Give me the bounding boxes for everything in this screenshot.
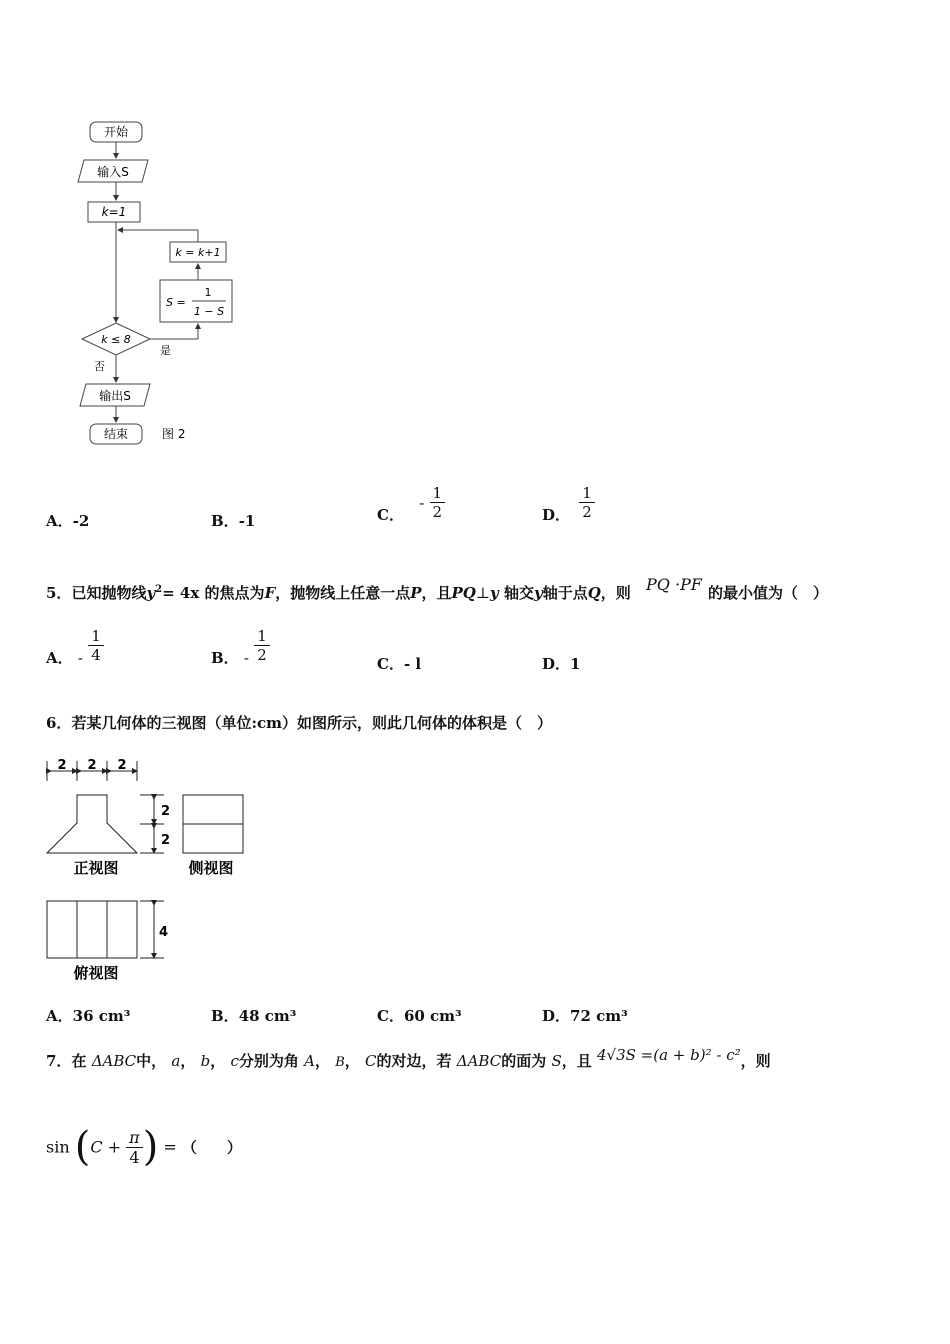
three-view-figure — [40, 755, 260, 987]
assign-lhs: S = — [166, 296, 186, 309]
fraction: $\frac{1}{2}$ — [430, 484, 446, 521]
output-label: 输出S — [99, 389, 131, 403]
flowchart — [70, 112, 250, 457]
dim-w3: 2 — [117, 758, 127, 773]
q5-stem: 5．已知抛物线$y^2= 4x$ 的焦点为F，抛物线上任意一点P，且PQ⊥y 轴交y轴于点Q，则 PQ ·PF 的最小值为（ ） — [46, 575, 828, 602]
assign-num: 1 — [204, 286, 212, 299]
q5-option-b[interactable]: B． - $\frac{1}{2}$ — [211, 627, 270, 664]
assign-den: 1 − S — [193, 305, 225, 318]
top-view-label: 俯视图 — [73, 964, 119, 982]
fraction: $\frac{1}{2}$ — [254, 627, 270, 664]
q6-option-c[interactable]: C．60 cm³ — [377, 1007, 462, 1025]
fraction: $\frac{\pi}{4}$ — [126, 1128, 143, 1167]
vector-expression: PQ ·PF — [646, 575, 702, 594]
dim-w1: 2 — [57, 758, 67, 773]
q5-option-c[interactable]: C．- l — [377, 655, 422, 673]
q6-option-b[interactable]: B．48 cm³ — [211, 1007, 297, 1025]
front-view — [47, 795, 137, 853]
front-view-label: 正视图 — [73, 859, 119, 877]
q7-stem: 7．在 ΔABC中， a， b， c分别为角 A， B， C的对边，若 ΔABC的面为 S，且 4√3S =(a + b)² - c²，则 — [46, 1046, 771, 1070]
fraction: $\frac{1}{4}$ — [88, 627, 104, 664]
q6-stem: 6．若某几何体的三视图（单位:cm）如图所示，则此几何体的体积是（ ） — [46, 714, 552, 732]
q6-option-a[interactable]: A．36 cm³ — [46, 1007, 131, 1025]
q4-option-a[interactable]: A．-2 — [46, 512, 90, 530]
end-label: 结束 — [103, 427, 129, 441]
figure-caption: 图 2 — [162, 427, 186, 441]
dim-w2: 2 — [87, 758, 97, 773]
top-view — [47, 901, 137, 958]
dim-h1: 2 — [161, 804, 171, 819]
side-view-label: 侧视图 — [188, 859, 234, 877]
area-formula: 4√3S =(a + b)² - c² — [596, 1046, 741, 1064]
answer-blank[interactable]: （ ） — [181, 1138, 242, 1157]
start-label: 开始 — [103, 125, 129, 139]
init-label: k=1 — [101, 205, 127, 219]
no-label: 否 — [94, 360, 105, 373]
q5-option-a[interactable]: A． - $\frac{1}{4}$ — [46, 627, 104, 664]
q4-option-b[interactable]: B．-1 — [211, 512, 256, 530]
condition-label: k ≤ 8 — [101, 333, 131, 346]
q5-option-d[interactable]: D．1 — [542, 655, 581, 673]
increment-label: k = k+1 — [175, 246, 221, 259]
yes-label: 是 — [160, 344, 171, 357]
q4-option-d[interactable]: D． $\frac{1}{2}$ — [542, 484, 595, 521]
q7-expression: sin (C + $\frac{\pi}{4}$ ) = （ ） — [46, 1124, 242, 1170]
fraction: $\frac{1}{2}$ — [579, 484, 595, 521]
q4-option-c[interactable]: C． - $\frac{1}{2}$ — [377, 484, 445, 521]
q6-option-d[interactable]: D．72 cm³ — [542, 1007, 628, 1025]
dim-h2: 2 — [161, 833, 171, 848]
input-label: 输入S — [97, 165, 129, 179]
dim-h3: 4 — [159, 925, 169, 940]
